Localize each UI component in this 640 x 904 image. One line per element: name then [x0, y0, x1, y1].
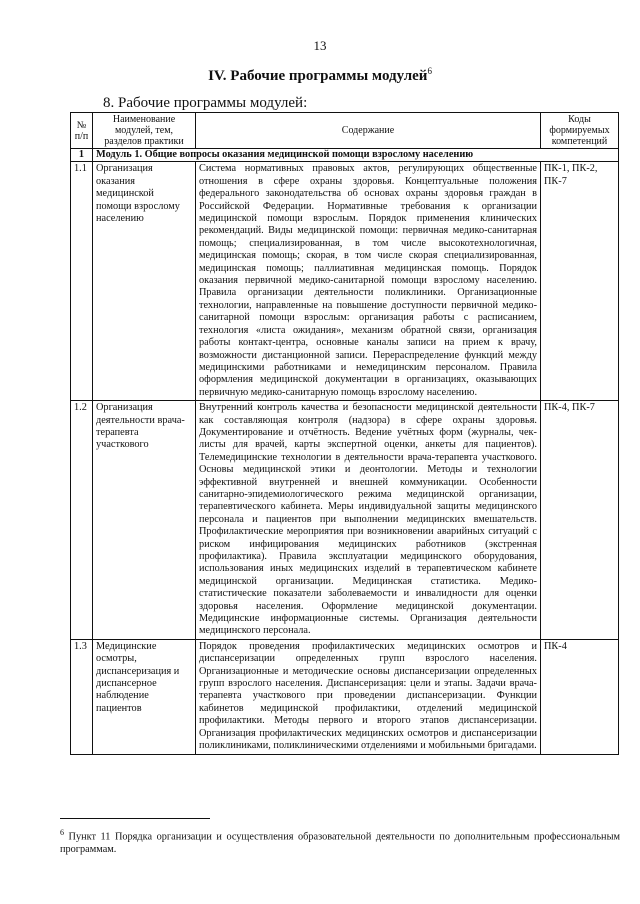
row-codes: ПК-4 [541, 639, 619, 754]
row-name: Организация деятельности врача-терапевта участкового [93, 401, 196, 640]
subsection-heading: 8. Рабочие программы модулей: [103, 95, 308, 111]
footnote-text: Пункт 11 Порядка организации и осуществления образовательной деятельности по дополнительным профессиональным программам. [60, 831, 621, 856]
header-codes: Коды формируемых компетенций [541, 113, 619, 149]
row-name: Организация оказания медицинской помощи взрослому населению [93, 162, 196, 401]
row-codes: ПК-4, ПК-7 [541, 401, 619, 640]
page-number: 13 [313, 38, 327, 53]
footnote-reference: 6 [427, 66, 432, 76]
row-content: Система нормативных правовых актов, регулирующих общественные отношения в сфере охраны здоровья. Концептуальные положения федерального законодательства об основах охраны здоровья граждан в Российской Федерации. Нормативные требования к организации медицинской помощи взрослым. Порядок применения клинических рекомендаций. Виды медицинской помощи: первичная медико-санитарная помощь; специализированная, в том числе высокотехнологичная, медицинская помощь; скорая, в том числе скорая специализированная, медицинская помощь; паллиативная медицинская помощь. Порядок оказания первичной медико-санитарной помощи взрослому населению. Правила организации деятельности поликлиники. Организационные технологии, направленные на повышение доступности первичной медико-санитарной помощи взрослым: организация работы с расписанием, технология «листа ожидания», механизм обратной связи, организация работы контакт-центра, основные каналы записи на прием к врачу, возможности дистанционной записи. Перераспределение функций между медицинскими работниками и немедицинским персоналом. Правила оформления медицинской документации в организациях, оказывающих первичную медико-санитарную помощь взрослому населению. [196, 162, 541, 401]
table-header-row [71, 113, 619, 149]
module-title: Модуль 1. Общие вопросы оказания медицинской помощи взрослому населению [93, 149, 619, 162]
row-codes: ПК-1, ПК-2, ПК-7 [541, 162, 619, 401]
section-title [0, 66, 640, 85]
modules-table [70, 112, 619, 755]
table-row [71, 639, 619, 754]
footnote-mark: 6 [60, 828, 64, 837]
row-num: 1.2 [71, 401, 93, 640]
header-content: Содержание [196, 113, 541, 149]
row-num: 1.1 [71, 162, 93, 401]
header-num: № п/п [71, 113, 93, 149]
row-content: Порядок проведения профилактических медицинских осмотров и диспансеризации определенных групп взрослого населения. Организационные и методические основы диспансеризации определенных групп взрослого населения. Диспансеризация: цели и этапы. Задачи врача-терапевта участкового при проведении диспансеризации. Функции кабинетов медицинской профилактики, отделений медицинской профилактики. Методы первого и второго этапов диспансеризации. Организация профилактических медицинских осмотров и диспансеризации поликлиниками, поликлиническими отделениями и мобильными бригадами. [196, 639, 541, 754]
module-row [71, 149, 619, 162]
module-num: 1 [71, 149, 93, 162]
row-content: Внутренний контроль качества и безопасности медицинской деятельности как составляющая контроля (надзора) в сфере охраны здоровья. Документирование и отчётность. Ведение учётных форм (журналы, чек-листы для врачей, карты экспертной оценки, анкеты для пациентов). Телемедицинские технологии в деятельности врача-терапевта участкового. Основы медицинской этики и деонтологии. Методы и технологии эффективной внутренней и внешней коммуникации. Особенности санитарно-эпидемиологического режима медицинской организации, терапевтического кабинета. Меры индивидуальной защиты медицинского персонала и пациентов при выполнении медицинских вмешательств. Профилактические мероприятия при возникновении аварийных ситуаций с риском инфицирования медицинских работников (экстренная профилактика). Правила эксплуатации медицинского оборудования, использования иных медицинских изделий в терапевтическом кабинете медицинской организации. Медицинская статистика. Медико-статистические показатели заболеваемости и инвалидности для оценки здоровья населения. Оформление медицинской документации. Медицинские информационные системы. Организация деятельности медицинского персонала. [196, 401, 541, 640]
header-name: Наименование модулей, тем, разделов практики [93, 113, 196, 149]
section-title-text: IV. Рабочие программы модулей [208, 68, 428, 84]
footnote-divider [60, 818, 210, 819]
footnote [60, 826, 620, 856]
table-row [71, 162, 619, 401]
row-num: 1.3 [71, 639, 93, 754]
row-name: Медицинские осмотры, диспансеризация и диспансерное наблюдение пациентов [93, 639, 196, 754]
table-row [71, 401, 619, 640]
